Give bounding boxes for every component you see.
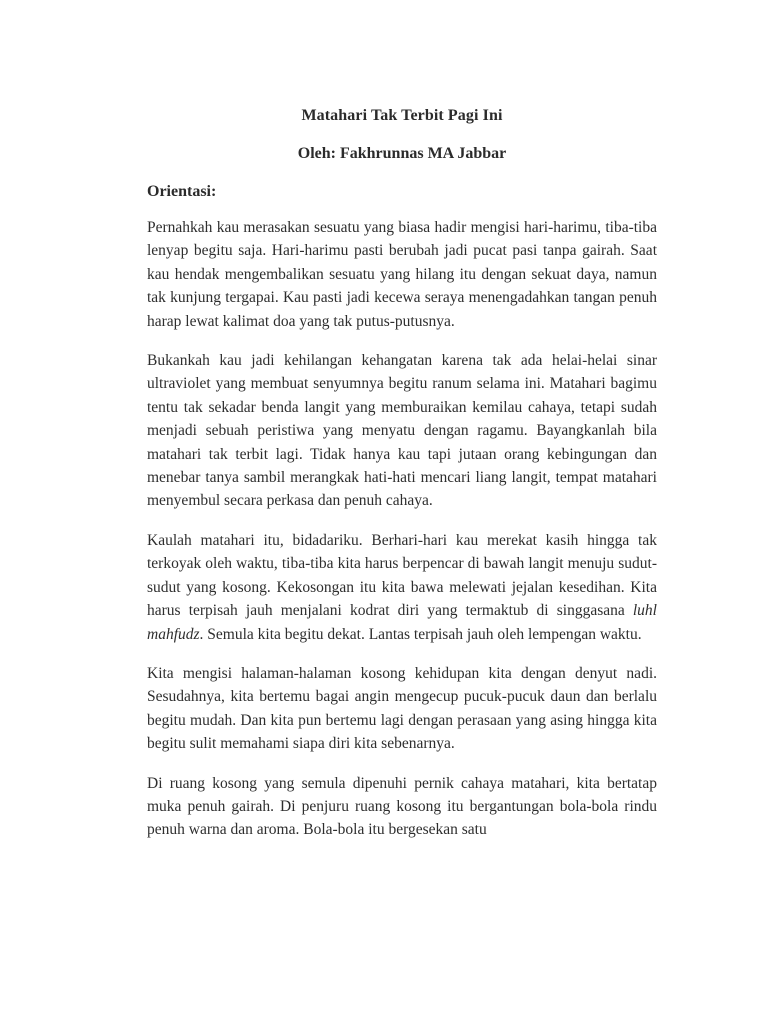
document-author: Oleh: Fakhrunnas MA Jabbar — [297, 145, 507, 162]
document-content — [147, 104, 657, 858]
paragraph-3-text-after: . Semula kita begitu dekat. Lantas terpisah jauh oleh lempengan waktu. — [199, 625, 642, 643]
paragraph-4: Kita mengisi halaman-halaman kosong kehidupan kita dengan denyut nadi. Sesudahnya, kita bertemu bagai angin mengecup pucuk-pucuk daun dan berlalu begitu mudah. Dan kita pun bertemu lagi dengan perasaan yang asing hingga kita begitu sulit memahami siapa diri kita sebenarnya. — [147, 664, 657, 753]
section-heading: Orientasi: — [147, 183, 217, 200]
paragraph-2: Bukankah kau jadi kehilangan kehangatan karena tak ada helai-helai sinar ultraviolet yang membuat senyumnya begitu ranum selama ini. Matahari bagimu tentu tak sekadar benda langit yang memburaikan kemilau cahaya, tetapi sudah menjadi sebuah peristiwa yang menyatu dengan ragamu. Bayangkanlah bila matahari tak terbit lagi. Tidak hanya kau tapi jutaan orang kebingungan dan menebar tanya sambil merangkak hati-hati mencari liang langit, tempat matahari menyembul secara perkasa dan penuh cahaya. — [147, 352, 657, 510]
paragraph-1: Pernahkah kau merasakan sesuatu yang biasa hadir mengisi hari-harimu, tiba-tiba lenyap begitu saja. Hari-harimu pasti berubah jadi pucat pasi tanpa gairah. Saat kau hendak mengembalikan sesuatu yang hilang itu dengan sekuat daya, namun tak kunjung tergapai. Kau pasti jadi kecewa seraya menengadahkan tangan penuh harap lewat kalimat doa yang tak putus-putusnya. — [147, 219, 657, 330]
paragraph-3-text-before: Kaulah matahari itu, bidadariku. Berhari-hari kau merekat kasih hingga tak terkoyak oleh waktu, tiba-tiba kita harus berpencar di bawah langit menuju sudut-sudut yang kosong. Kekosongan itu kita bawa melewati jejalan kesedihan. Kita harus terpisah jauh menjalani kodrat diri yang termaktub di singgasana — [147, 531, 657, 620]
paragraph-3-italic-term: luhl mahfudz — [147, 602, 657, 643]
document-title: Matahari Tak Terbit Pagi Ini — [301, 107, 503, 124]
paragraph-3 — [147, 529, 657, 646]
paragraph-5: Di ruang kosong yang semula dipenuhi pernik cahaya matahari, kita bertatap muka penuh gairah. Di penjuru ruang kosong itu bergantungan bola-bola rindu penuh warna dan aroma. Bola-bola itu bergesekan satu — [147, 774, 657, 839]
